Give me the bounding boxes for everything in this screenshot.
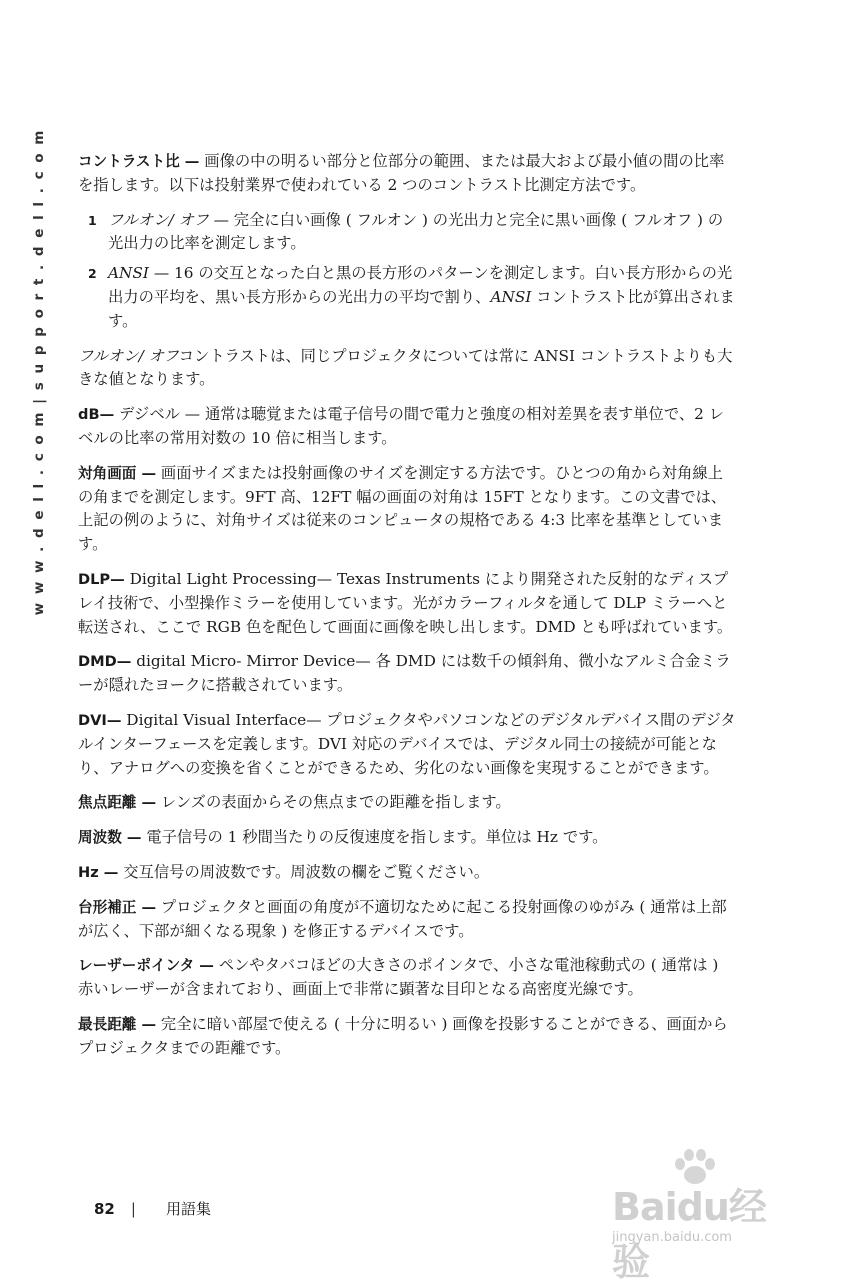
entry-dmd xyxy=(78,650,738,698)
glossary-content xyxy=(78,150,738,1072)
entry-laser-pointer xyxy=(78,954,738,1002)
page-number: 82 xyxy=(94,1200,115,1218)
term: DVI— xyxy=(78,711,122,729)
list-lead: フルオン/ オフ — xyxy=(108,210,229,229)
footer-separator: | xyxy=(130,1200,136,1218)
term: 台形補正 — xyxy=(78,898,157,916)
term: 焦点距離 — xyxy=(78,794,157,812)
entry-contrast-ratio xyxy=(78,150,738,198)
list-item xyxy=(78,209,738,257)
term: dB— xyxy=(78,406,115,424)
definition: プロジェクタと画面の角度が不適切なために起こる投射画像のゆがみ ( 通常は上部が広く、下部が細くなる現象 ) を修正するデバイスです。 xyxy=(78,897,727,940)
term: 最長距離 — xyxy=(78,1015,157,1033)
term: 周波数 — xyxy=(78,829,142,847)
term: DMD— xyxy=(78,653,132,671)
baidu-watermark xyxy=(612,1148,802,1284)
entry-db xyxy=(78,403,738,451)
sidebar-url-vertical xyxy=(24,128,54,616)
definition: 電子信号の 1 秒間当たりの反復速度を指します。単位は Hz です。 xyxy=(141,828,608,847)
definition: 画面サイズまたは投射画像のサイズを測定する方法です。ひとつの角から対角線上の角までを測定します。9FT 高、12FT 幅の画面の対角は 15FT となります。この文書では、上記の例のように、対角サイズは従来のコンピュータの規格である 4:3 比率を基準としています。 xyxy=(78,463,727,554)
list-text xyxy=(108,262,738,333)
list-text xyxy=(108,209,738,257)
watermark-logo: Baidu经验 xyxy=(612,1185,766,1284)
definition: 完全に暗い部屋で使える ( 十分に明るい ) 画像を投影することができる、画面からプロジェクタまでの距離です。 xyxy=(78,1014,728,1057)
sidebar-url-text: w w w . d e l l . c o m | s u p p o r t . d e l l . c o m xyxy=(31,128,47,616)
entry-diagonal-screen xyxy=(78,462,738,557)
footer-section-title: 用語集 xyxy=(165,1200,211,1218)
watermark-url: jingyan.baidu.com xyxy=(612,1230,732,1245)
definition: Digital Visual Interface— プロジェクタやパソコンなどのデジタルデバイス間のデジタルインターフェースを定義します。DVI 対応のデバイスでは、デジタル同士の接続が可能となり、アナログへの変換を省くことができるため、劣化のない画像を実現することができます。 xyxy=(78,710,736,777)
definition: Digital Light Processing— Texas Instruments により開発された反射的なディスプレイ技術で、小型操作ミラーを使用しています。光がカラーフィルタを通して DLP ミラーへと転送され、ここで RGB 色を配色して画面に画像を映し出します。DMD とも呼ばれています。 xyxy=(78,569,733,636)
page-footer xyxy=(94,1198,211,1219)
entry-hz xyxy=(78,861,738,885)
definition: ペンやタバコほどの大きさのポインタで、小さな電池稼動式の ( 通常は ) 赤いレーザーが含まれており、画面上で非常に顕著な目印となる高密度光線です。 xyxy=(78,956,719,999)
definition: デジベル — 通常は聴覚または電子信号の間で電力と強度の相対差異を表す単位で、2 レベルの比率の常用対数の 10 倍に相当します。 xyxy=(78,405,725,447)
definition: 交互信号の周波数です。周波数の欄をご覧ください。 xyxy=(118,862,490,881)
term: コントラスト比 — xyxy=(78,153,200,170)
definition: digital Micro- Mirror Device— 各 DMD には数千の傾斜角、微小なアルミ合金ミラーが隠れたヨークに搭載されています。 xyxy=(78,652,731,695)
list-item xyxy=(78,262,738,333)
entry-dlp xyxy=(78,568,738,639)
definition: 画像の中の明るい部分と位部分の範囲、または最大および最小値の間の比率を指します。以下は投射業界で使われている 2 つのコントラスト比測定方法です。 xyxy=(78,152,725,194)
term: レーザーポインタ — xyxy=(78,957,214,975)
list-tail-text: コントラスト比が算出されます。 xyxy=(108,287,735,330)
list-number: 1 xyxy=(88,212,97,228)
entry-frequency xyxy=(78,826,738,850)
entry-max-distance xyxy=(78,1013,738,1061)
term: DLP— xyxy=(78,570,125,588)
term: Hz — xyxy=(78,863,119,881)
note-lead: フルオン/ オフ xyxy=(78,346,179,365)
definition: レンズの表面からその焦点までの距離を指します。 xyxy=(156,793,511,812)
list-body: 完全に白い画像 ( フルオン ) の光出力と完全に黒い画像 ( フルオフ ) の光出力の比率を測定します。 xyxy=(108,210,724,253)
term: 対角画面 — xyxy=(78,464,157,482)
list-tail: ANSI xyxy=(490,287,532,306)
entry-focal-length xyxy=(78,791,738,815)
note-text: コントラストは、同じプロジェクタについては常に ANSI コントラストよりも大きな値となります。 xyxy=(78,346,733,389)
list-lead: ANSI — xyxy=(108,264,170,283)
entry-keystone xyxy=(78,896,738,944)
entry-dvi xyxy=(78,709,738,780)
list-number: 2 xyxy=(88,266,97,282)
contrast-note xyxy=(78,345,738,393)
contrast-methods-list xyxy=(78,209,738,334)
list-body: 16 の交互となった白と黒の長方形のパターンを測定します。白い長方形からの光出力の平均を、黒い長方形からの光出力の平均で割り、 xyxy=(108,264,733,306)
